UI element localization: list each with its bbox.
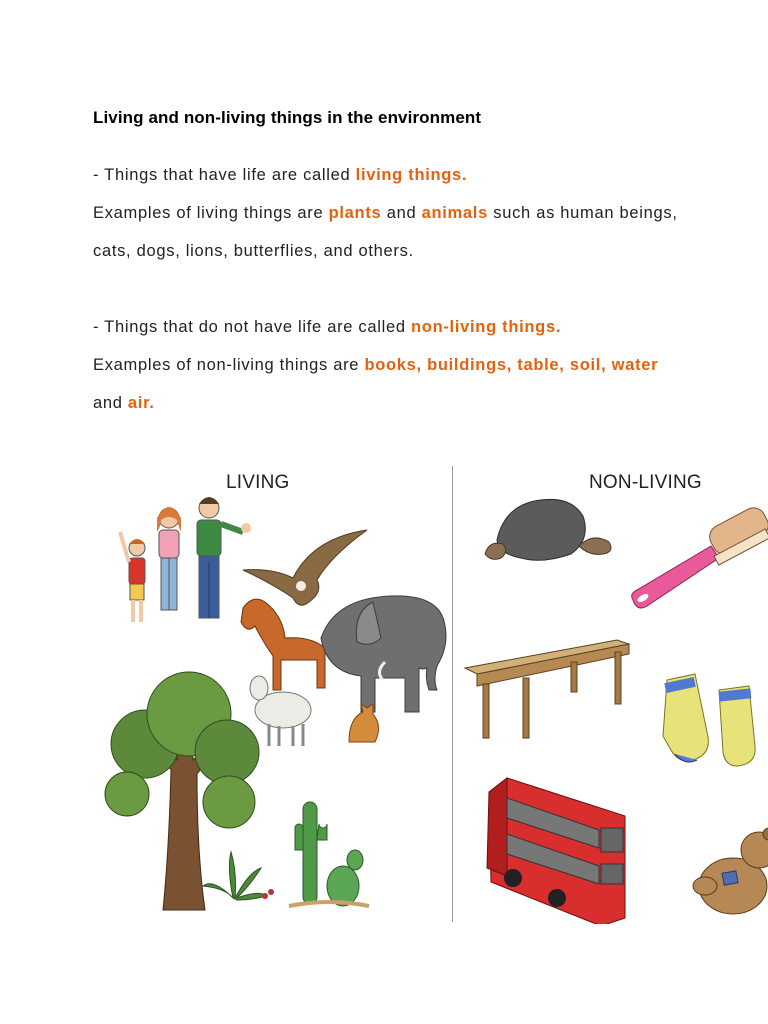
living-examples-intro: Examples of living things are bbox=[93, 204, 329, 222]
plant-icon bbox=[203, 852, 274, 900]
living-term: living things. bbox=[355, 166, 468, 184]
living-example-plants: plants bbox=[328, 204, 382, 222]
living-definition bbox=[93, 156, 693, 194]
tree-icon bbox=[105, 672, 259, 910]
nonliving-examples bbox=[93, 346, 693, 422]
page-title: Living and non-living things in the environment bbox=[93, 108, 482, 127]
rock-icon bbox=[485, 499, 611, 560]
nonliving-examples-intro: Examples of non-living things are bbox=[93, 356, 365, 374]
nonliving-example-air: air. bbox=[127, 394, 155, 412]
nonliving-heading: NON-LIVING bbox=[589, 472, 702, 493]
bus-icon bbox=[487, 778, 625, 924]
living-heading: LIVING bbox=[226, 472, 290, 493]
socks-icon bbox=[663, 674, 755, 766]
living-examples-rest: such as human beings, cats, dogs, lions, butterflies, and others. bbox=[93, 204, 678, 260]
nonliving-definition bbox=[93, 308, 693, 346]
document-body bbox=[93, 108, 693, 422]
living-nonliving-illustration bbox=[93, 462, 768, 924]
illustration-drawing bbox=[93, 462, 768, 924]
living-example-animals: animals bbox=[421, 204, 488, 222]
nonliving-and: and bbox=[93, 394, 128, 412]
table-icon bbox=[465, 640, 629, 738]
horse-icon bbox=[241, 599, 325, 690]
nonliving-example-list: books, buildings, table, soil, water bbox=[364, 356, 659, 374]
hairbrush-icon bbox=[632, 504, 768, 608]
nonliving-term: non-living things. bbox=[411, 318, 562, 336]
living-intro-text: - Things that have life are called bbox=[93, 166, 356, 184]
living-examples bbox=[93, 194, 693, 270]
nonliving-intro-text: - Things that do not have life are called bbox=[93, 318, 412, 336]
family-icon bbox=[120, 497, 251, 622]
teddy-bear-icon bbox=[693, 828, 768, 914]
eagle-icon bbox=[243, 530, 367, 605]
elephant-icon bbox=[321, 596, 446, 712]
cactus-icon bbox=[289, 802, 369, 906]
living-and: and bbox=[381, 204, 422, 222]
